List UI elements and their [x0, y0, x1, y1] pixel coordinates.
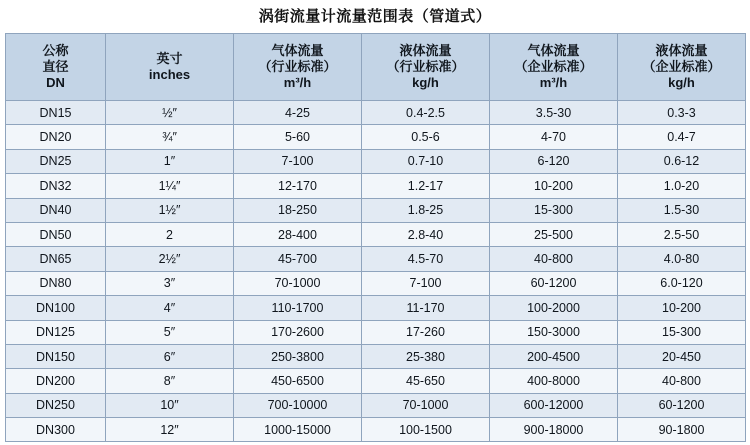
cell-gas-enterprise: 900-18000	[490, 418, 618, 442]
cell-gas-industry: 700-10000	[234, 393, 362, 417]
header-line-1: 公称	[42, 43, 69, 58]
cell-diameter: DN200	[6, 369, 106, 393]
cell-diameter: DN15	[6, 101, 106, 125]
cell-inches: 1″	[106, 149, 234, 173]
table-row	[6, 320, 746, 344]
cell-gas-enterprise: 40-800	[490, 247, 618, 271]
header-line-1: 气体流量	[271, 43, 324, 58]
table-row	[6, 222, 746, 246]
cell-liquid-enterprise: 0.6-12	[618, 149, 746, 173]
cell-gas-industry: 70-1000	[234, 271, 362, 295]
cell-liquid-industry: 45-650	[362, 369, 490, 393]
cell-liquid-industry: 25-380	[362, 344, 490, 368]
cell-diameter: DN80	[6, 271, 106, 295]
table-row	[6, 174, 746, 198]
table-header	[6, 34, 746, 101]
table-row	[6, 125, 746, 149]
flow-range-table	[5, 33, 746, 442]
cell-diameter: DN150	[6, 344, 106, 368]
cell-inches: 6″	[106, 344, 234, 368]
cell-liquid-enterprise: 0.3-3	[618, 101, 746, 125]
header-line-3: inches	[148, 67, 191, 82]
cell-gas-enterprise: 4-70	[490, 125, 618, 149]
cell-gas-industry: 250-3800	[234, 344, 362, 368]
cell-gas-enterprise: 10-200	[490, 174, 618, 198]
cell-liquid-industry: 17-260	[362, 320, 490, 344]
cell-diameter: DN25	[6, 149, 106, 173]
cell-liquid-industry: 1.2-17	[362, 174, 490, 198]
cell-gas-industry: 5-60	[234, 125, 362, 149]
header-line-1: 液体流量	[655, 43, 708, 58]
cell-liquid-industry: 0.7-10	[362, 149, 490, 173]
cell-inches: 4″	[106, 296, 234, 320]
cell-inches: ¾″	[106, 125, 234, 149]
header-line-3: m³/h	[283, 75, 312, 90]
cell-inches: 1½″	[106, 198, 234, 222]
cell-liquid-enterprise: 2.5-50	[618, 222, 746, 246]
cell-gas-industry: 170-2600	[234, 320, 362, 344]
table-row	[6, 418, 746, 442]
cell-inches: 2	[106, 222, 234, 246]
cell-gas-enterprise: 15-300	[490, 198, 618, 222]
header-line-1: 气体流量	[527, 43, 580, 58]
header-line-2: （企业标准）	[514, 59, 593, 74]
column-header-gas-flow-industry	[234, 34, 362, 101]
header-line-3: DN	[46, 75, 65, 90]
cell-liquid-industry: 0.5-6	[362, 125, 490, 149]
cell-diameter: DN100	[6, 296, 106, 320]
cell-liquid-industry: 1.8-25	[362, 198, 490, 222]
table-row	[6, 149, 746, 173]
cell-gas-enterprise: 6-120	[490, 149, 618, 173]
cell-gas-enterprise: 25-500	[490, 222, 618, 246]
table-row	[6, 369, 746, 393]
cell-inches: 8″	[106, 369, 234, 393]
cell-gas-enterprise: 60-1200	[490, 271, 618, 295]
cell-diameter: DN20	[6, 125, 106, 149]
cell-liquid-enterprise: 15-300	[618, 320, 746, 344]
cell-gas-enterprise: 600-12000	[490, 393, 618, 417]
cell-liquid-industry: 70-1000	[362, 393, 490, 417]
cell-diameter: DN32	[6, 174, 106, 198]
column-header-liquid-flow-industry	[362, 34, 490, 101]
header-line-1: 英寸	[156, 51, 183, 66]
table-row	[6, 247, 746, 271]
cell-diameter: DN300	[6, 418, 106, 442]
cell-gas-industry: 45-700	[234, 247, 362, 271]
cell-gas-industry: 28-400	[234, 222, 362, 246]
cell-gas-enterprise: 400-8000	[490, 369, 618, 393]
cell-inches: 3″	[106, 271, 234, 295]
cell-inches: 5″	[106, 320, 234, 344]
cell-liquid-industry: 100-1500	[362, 418, 490, 442]
table-row	[6, 198, 746, 222]
cell-liquid-enterprise: 90-1800	[618, 418, 746, 442]
cell-inches: 12″	[106, 418, 234, 442]
table-row	[6, 344, 746, 368]
column-header-liquid-flow-enterprise	[618, 34, 746, 101]
cell-gas-industry: 12-170	[234, 174, 362, 198]
cell-gas-industry: 4-25	[234, 101, 362, 125]
cell-gas-industry: 1000-15000	[234, 418, 362, 442]
cell-gas-enterprise: 3.5-30	[490, 101, 618, 125]
cell-liquid-enterprise: 1.5-30	[618, 198, 746, 222]
cell-diameter: DN40	[6, 198, 106, 222]
header-line-1: 液体流量	[399, 43, 452, 58]
table-row	[6, 296, 746, 320]
cell-gas-enterprise: 200-4500	[490, 344, 618, 368]
header-line-3: m³/h	[539, 75, 568, 90]
table-row	[6, 393, 746, 417]
cell-gas-enterprise: 150-3000	[490, 320, 618, 344]
header-line-2: （行业标准）	[386, 59, 465, 74]
cell-inches: 1¼″	[106, 174, 234, 198]
cell-liquid-enterprise: 20-450	[618, 344, 746, 368]
header-line-3: kg/h	[412, 75, 439, 90]
table-body	[6, 101, 746, 442]
cell-gas-industry: 450-6500	[234, 369, 362, 393]
column-header-gas-flow-enterprise	[490, 34, 618, 101]
header-line-2: 直径	[42, 59, 69, 74]
cell-liquid-industry: 7-100	[362, 271, 490, 295]
cell-liquid-enterprise: 6.0-120	[618, 271, 746, 295]
cell-liquid-industry: 0.4-2.5	[362, 101, 490, 125]
cell-liquid-enterprise: 1.0-20	[618, 174, 746, 198]
header-line-3: kg/h	[668, 75, 695, 90]
cell-liquid-industry: 4.5-70	[362, 247, 490, 271]
cell-liquid-enterprise: 0.4-7	[618, 125, 746, 149]
header-line-2: （行业标准）	[258, 59, 337, 74]
cell-gas-industry: 18-250	[234, 198, 362, 222]
cell-diameter: DN50	[6, 222, 106, 246]
cell-diameter: DN125	[6, 320, 106, 344]
cell-liquid-enterprise: 40-800	[618, 369, 746, 393]
cell-inches: 2½″	[106, 247, 234, 271]
column-header-nominal-diameter	[6, 34, 106, 101]
cell-diameter: DN250	[6, 393, 106, 417]
column-header-inches	[106, 34, 234, 101]
cell-gas-enterprise: 100-2000	[490, 296, 618, 320]
cell-liquid-industry: 11-170	[362, 296, 490, 320]
table-header-row	[6, 34, 746, 101]
cell-inches: ½″	[106, 101, 234, 125]
table-row	[6, 271, 746, 295]
cell-diameter: DN65	[6, 247, 106, 271]
cell-liquid-enterprise: 10-200	[618, 296, 746, 320]
cell-liquid-enterprise: 4.0-80	[618, 247, 746, 271]
cell-gas-industry: 7-100	[234, 149, 362, 173]
cell-liquid-enterprise: 60-1200	[618, 393, 746, 417]
page-title: 涡街流量计流量范围表（管道式）	[258, 8, 492, 25]
cell-liquid-industry: 2.8-40	[362, 222, 490, 246]
header-line-2: （企业标准）	[642, 59, 721, 74]
cell-gas-industry: 110-1700	[234, 296, 362, 320]
table-row	[6, 101, 746, 125]
cell-inches: 10″	[106, 393, 234, 417]
